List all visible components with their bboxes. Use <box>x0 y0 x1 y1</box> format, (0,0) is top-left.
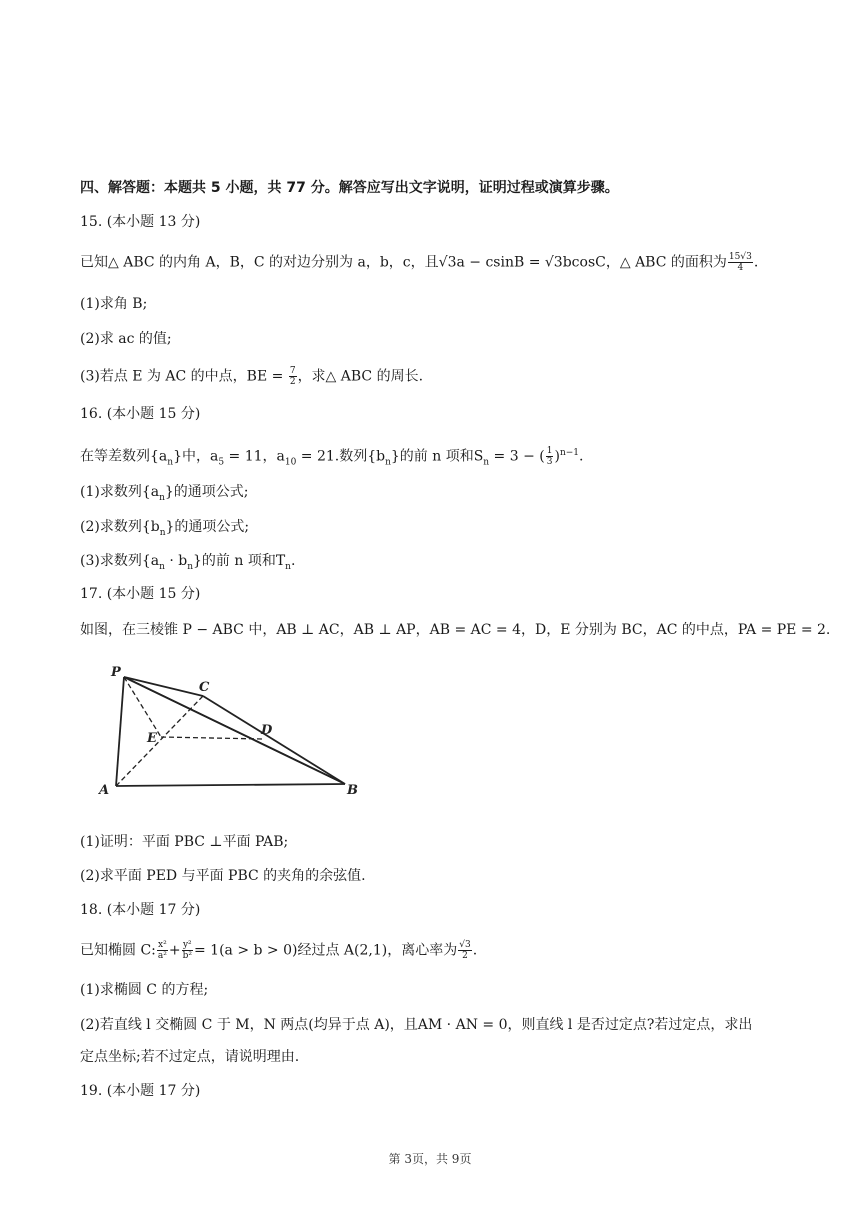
fraction: $\frac{\text{x²}}{\text{a²}}$ <box>157 940 167 961</box>
problem-15-header: 15. (本小题 13 分) <box>80 214 201 230</box>
label-d: D <box>261 723 273 738</box>
fraction: $\frac{√3}{2}$ <box>459 940 471 961</box>
problem-18-part-2-cont: 定点坐标;若不过定点，请说明理由. <box>80 1049 300 1065</box>
problem-16-part-1: (1)求数列$\{a_n\}$的通项公式; <box>80 484 249 503</box>
problem-18-header: 18. (本小题 17 分) <box>80 902 201 918</box>
label-c: C <box>199 680 210 695</box>
edge-pa <box>116 677 124 786</box>
page-footer: 第 3页，共 9页 <box>388 1152 472 1166</box>
label-e: E <box>147 731 157 746</box>
section-heading: 四、解答题：本题共 5 小题，共 77 分。解答应写出文字说明，证明过程或演算步骤。 <box>80 180 619 196</box>
label-a: A <box>99 783 110 798</box>
label-p: P <box>111 665 121 680</box>
problem-16-part-3: (3)求数列$\{a_n \cdot b_n\}$的前 n 项和$T_n$. <box>80 553 296 572</box>
edge-pc <box>124 677 203 696</box>
edge-ac-hidden <box>116 696 203 786</box>
fraction: $\frac{1}{3}$ <box>546 446 553 468</box>
problem-17-header: 17. (本小题 15 分) <box>80 586 201 602</box>
fraction: $\frac{\text{y²}}{\text{b²}}$ <box>182 940 192 961</box>
problem-15-part-2: (2)求 ac 的值; <box>80 331 172 347</box>
problem-17-part-1: (1)证明：平面 PBC ⊥平面 PAB; <box>80 834 289 850</box>
tetrahedron-figure <box>95 660 375 810</box>
edge-cb <box>203 696 345 784</box>
problem-17-stem: 如图，在三棱锥 P − ABC 中，AB ⊥ AC，AB ⊥ AP，AB = AC = 4，D，E 分别为 BC，AC 的中点，PA = PE = 2. <box>80 622 831 638</box>
problem-18-part-1: (1)求椭圆 C 的方程; <box>80 982 209 998</box>
problem-19-header: 19. (本小题 17 分) <box>80 1083 201 1099</box>
fraction: $\frac{15√3}{4}$ <box>728 252 752 273</box>
label-b: B <box>347 783 358 798</box>
problem-16-stem: 在等差数列$\{a_n\}$中，$a_5 = 11$，$a_{10} = 21$.数列$\{b_n\}$的前 n 项和$S_n = 3$ − ( $\frac{1}{3}$ )$^{n-1}$. <box>80 446 584 468</box>
problem-16-header: 16. (本小题 15 分) <box>80 406 201 422</box>
problem-15-part-3: (3)若点 E 为 AC 的中点，BE = $\frac{7}{2}$ ，求△ ABC 的周长. <box>80 366 424 387</box>
problem-18-stem: 已知椭圆 C: $\frac{\text{x²}}{\text{a²}}$ + $\frac{\text{y²}}{\text{b²}}$ = 1(a > b > 0)经过点 A(2,1)，离心率为 $\frac{√3}{2}$ . <box>80 940 478 961</box>
problem-18-part-2: (2)若直线 l 交椭圆 C 于 M，N 两点(均异于点 A)，且AM · AN = 0，则直线 l 是否过定点?若过定点，求出 <box>80 1017 753 1033</box>
problem-17-part-2: (2)求平面 PED 与平面 PBC 的夹角的余弦值. <box>80 868 366 884</box>
edge-ab <box>116 784 345 786</box>
edge-pb-2 <box>124 677 341 782</box>
problem-15-stem: 已知△ ABC 的内角 A，B，C 的对边分别为 a，b，c，且√3a − csinB = √3bcosC，△ ABC 的面积为 $\frac{15√3}{4}$ . <box>80 252 759 273</box>
problem-15-part-1: (1)求角 B; <box>80 296 148 312</box>
fraction: $\frac{7}{2}$ <box>289 366 296 387</box>
problem-16-part-2: (2)求数列$\{b_n\}$的通项公式; <box>80 519 250 538</box>
